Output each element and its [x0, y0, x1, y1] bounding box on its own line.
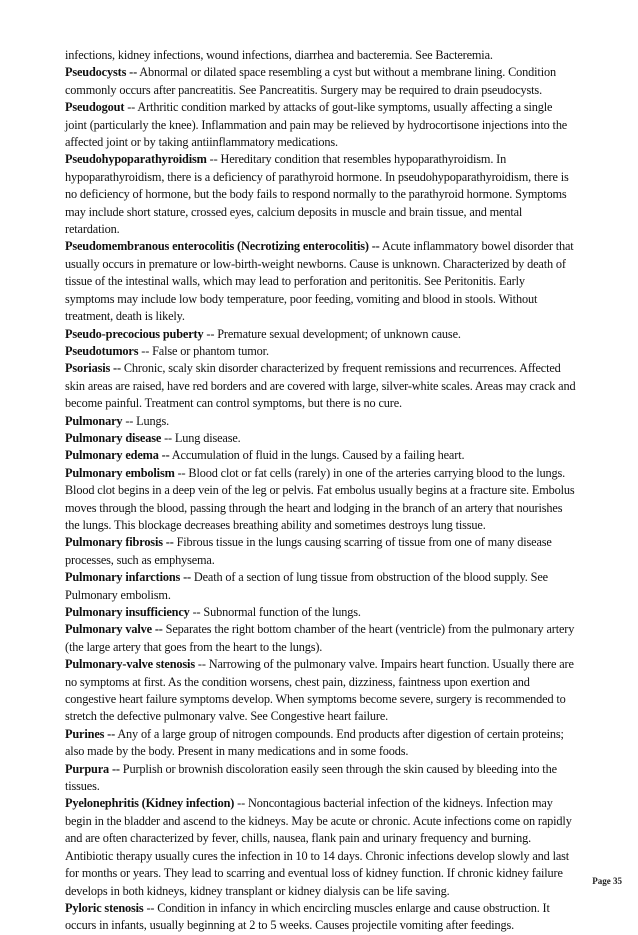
entry-term: Pseudogout [65, 100, 125, 115]
entry-definition: Accumulation of fluid in the lungs. Caused by a failing heart. [169, 448, 465, 463]
entry-definition: Death of a section of lung tissue from obstruction of the blood supply. See Pulmonary embolism. [65, 570, 548, 602]
glossary-entry [65, 238, 577, 325]
entry-term: Pseudotumors [65, 343, 139, 358]
entry-term: Pulmonary edema -- [65, 448, 170, 463]
entry-term: Pulmonary fibrosis -- [65, 535, 174, 550]
glossary-entry [65, 795, 577, 899]
glossary-entries [65, 64, 577, 934]
glossary-entry [65, 604, 577, 621]
entry-definition: -- Arthritic condition marked by attacks of gout-like symptoms, usually affecting a single joint (particularly the knee). Inflammation and pain may be relieved by hydrocortisone injections into the affected joint or by taking antiinflammatory medications. [65, 100, 568, 150]
glossary-entry [65, 430, 577, 447]
glossary-entry [65, 151, 577, 238]
entry-term: Pulmonary [65, 413, 123, 428]
entry-definition: Any of a large group of nitrogen compounds. End products after digestion of certain proteins; also made by the body. Present in many medications and in some foods. [65, 726, 564, 759]
glossary-entry [65, 726, 577, 761]
glossary-entry [65, 656, 577, 726]
glossary-entry [65, 343, 577, 360]
continuation-text: infections, kidney infections, wound infections, diarrhea and bacteremia. See Bacteremia. [65, 48, 493, 62]
entry-definition: -- Lung disease. [161, 430, 241, 445]
page-number: Page 35 [592, 876, 622, 886]
glossary-entry [65, 447, 577, 464]
entry-definition: -- Subnormal function of the lungs. [189, 605, 361, 619]
entry-term: Pulmonary valve -- [65, 622, 163, 637]
entry-definition: Abnormal or dilated space resembling a cyst but without a membrane lining. Condition commonly occurs after pancreatitis. See Pancreatitis. Surgery may be required to drain pseudocysts. [65, 65, 556, 97]
entry-term: Pseudocysts -- [65, 65, 138, 80]
entry-term: Pulmonary disease [65, 430, 162, 445]
entry-term: Purpura -- [65, 761, 120, 776]
glossary-entry [65, 761, 577, 796]
glossary-entry [65, 621, 577, 656]
entry-term: Psoriasis -- [65, 361, 121, 376]
entry-definition: -- Premature sexual development; of unknown cause. [203, 326, 461, 341]
entry-definition: Chronic, scaly skin disorder characterized by frequent remissions and recurrences. Affected skin areas are raised, have red borders and are covered with large, silver-white scales. Areas may crack and become painful. Treatment can control symptoms, but there is no cure. [65, 361, 576, 411]
entry-term: Pseudohypoparathyroidism [65, 152, 207, 167]
glossary-entry [65, 413, 577, 430]
entry-definition: -- Blood clot or fat cells (rarely) in one of the arteries carrying blood to the lungs. Blood clot begins in a deep vein of the leg or pelvis. Fat embolus usually begins at a fracture site. Embolus moves through the blood, passing through the heart and lodging in the branch of an artery that nourishes the lungs. This blockage decreases breathing ability and sometimes destroys lung tissue. [65, 465, 575, 532]
glossary-entry [65, 99, 577, 151]
entry-term: Purines -- [65, 726, 116, 741]
glossary-entry [65, 569, 577, 604]
entry-definition: -- Hereditary condition that resembles hypoparathyroidism. In hypoparathyroidism, there is a deficiency of parathyroid hormone. In pseudohypoparathyroidism, there is no deficiency of hormone, but the body fails to respond normally to the parathyroid hormone. Symptoms may include short stature, crossed eyes, calcium deposits in muscle and brain tissue, and mental retardation. [65, 152, 569, 237]
entry-term: Pseudomembranous enterocolitis (Necrotizing enterocolitis) -- [65, 239, 380, 254]
glossary-entry [65, 465, 577, 535]
entry-term: Pulmonary insufficiency [65, 605, 190, 619]
glossary-entry [65, 360, 577, 412]
entry-term: Pulmonary embolism [65, 465, 175, 480]
glossary-entry [65, 534, 577, 569]
glossary-entry [65, 326, 577, 343]
glossary-entry [65, 900, 577, 935]
entry-definition: Fibrous tissue in the lungs causing scarring of tissue from one of many disease processes, such as emphysema. [65, 535, 552, 567]
entry-term: Pulmonary infarctions -- [65, 570, 191, 585]
entry-term: Pseudo-precocious puberty [65, 326, 204, 341]
entry-definition: Purplish or brownish discoloration easily seen through the skin caused by bleeding into the tissues. [65, 761, 557, 794]
entry-definition: -- Narrowing of the pulmonary valve. Impairs heart function. Usually there are no symptoms at first. As the condition worsens, chest pain, dizziness, faintness upon exertion and congestive heart failure symptoms develop. When symptoms become severe, surgery is recommended to stretch the defective pulmonary valve. See Congestive heart failure. [65, 657, 574, 724]
entry-term: Pyloric stenosis [65, 900, 144, 915]
glossary-body [65, 47, 577, 935]
glossary-entry [65, 64, 577, 99]
entry-definition: -- False or phantom tumor. [138, 343, 269, 358]
entry-definition: -- Condition in infancy in which encircling muscles enlarge and cause obstruction. It occurs in infants, usually beginning at 2 to 5 weeks. Causes projectile vomiting after feedings. [65, 900, 550, 933]
entry-term: Pyelonephritis (Kidney infection) [65, 796, 235, 811]
entry-definition: -- Lungs. [122, 413, 170, 428]
entry-definition: Acute inflammatory bowel disorder that usually occurs in premature or low-birth-weight newborns. Cause is unknown. Characterized by death of tissue of the intestinal walls, which may lead to perforation and peritonitis. See Peritonitis. Early symptoms may include low body temperature, poor feeding, vomiting and blood in stools. Without treatment, death is likely. [65, 239, 574, 324]
entry-term: Pulmonary-valve stenosis [65, 657, 195, 672]
entry-definition: -- Noncontagious bacterial infection of the kidneys. Infection may begin in the bladder and ascend to the kidneys. May be acute or chronic. Acute infections come on rapidly and are often characterized by fever, chills, nausea, flank pain and urinary frequency and burning. Antibiotic therapy usually cures the infection in 10 to 14 days. Chronic infections develop slowly and last for months or years. They lead to scarring and eventual loss of kidney function. If chronic kidney failure develops in both kidneys, kidney transplant or kidney dialysis can be life saving. [65, 796, 572, 898]
entry-definition: Separates the right bottom chamber of the heart (ventricle) from the pulmonary artery (the large artery that goes from the heart to the lungs). [65, 622, 575, 654]
